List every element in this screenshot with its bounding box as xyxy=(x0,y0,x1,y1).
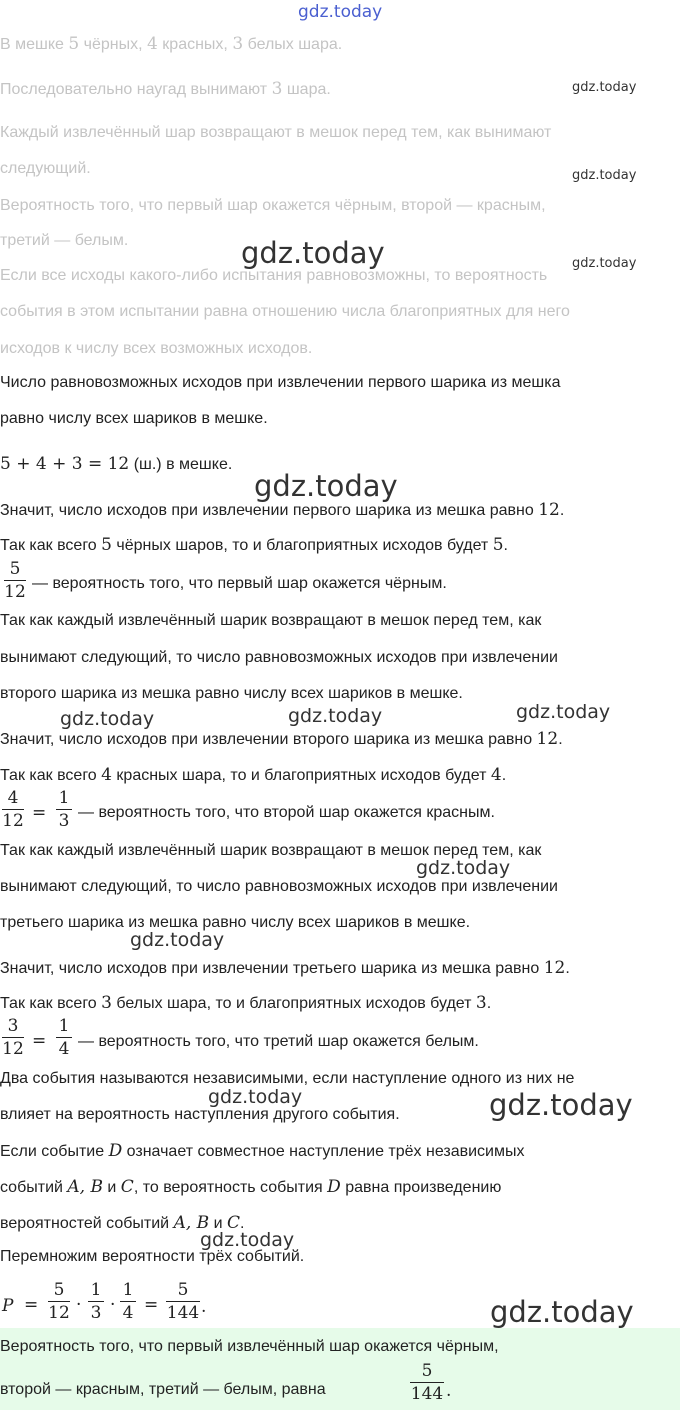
solution-line: Значит, число исходов при извлечении третьего шарика из мешка равно 12. xyxy=(0,958,570,978)
watermark: gdz.today xyxy=(572,80,637,95)
solution-line: Так как всего 5 чёрных шаров, то и благоприятных исходов будет 5. xyxy=(0,535,508,555)
solution-line: равно числу всех шариков в мешке. xyxy=(0,410,268,427)
condition-line: третий — белым. xyxy=(0,232,129,249)
condition-line: исходов к числу всех возможных исходов. xyxy=(0,340,313,357)
condition-line: следующий. xyxy=(0,160,91,177)
equals-sign: = xyxy=(24,1295,39,1315)
condition-line: Последовательно наугад вынимают 3 шара. xyxy=(0,79,331,99)
condition-line: В мешке 5 чёрных, 4 красных, 3 белых шара. xyxy=(0,34,343,54)
solution-line: — вероятность того, что третий шар окажется белым. xyxy=(78,1033,479,1050)
watermark: gdz.today xyxy=(208,1086,303,1108)
solution-line: вынимают следующий, то число равновозможных исходов при извлечении xyxy=(0,878,558,895)
solution-line: вынимают следующий, то число равновозможных исходов при извлечении xyxy=(0,649,558,666)
fraction: 5 144 xyxy=(166,1280,200,1323)
solution-line: Два события называются независимыми, если наступление одного из них не xyxy=(0,1070,575,1087)
answer-line: Вероятность того, что первый извлечённый шар окажется чёрным, xyxy=(0,1338,499,1355)
fraction: 5 12 xyxy=(48,1280,70,1323)
equals-sign: = xyxy=(32,803,47,823)
solution-line: Значит, число исходов при извлечении второго шарика из мешка равно 12. xyxy=(0,729,563,749)
solution-line: влияет на вероятность наступления другого события. xyxy=(0,1106,400,1123)
condition-line: Если все исходы какого-либо испытания равновозможны, то вероятность xyxy=(0,267,548,284)
solution-line: Перемножим вероятности трёх событий. xyxy=(0,1248,305,1265)
solution-line: — вероятность того, что первый шар окажется чёрным. xyxy=(32,575,447,592)
watermark: gdz.today xyxy=(516,701,611,723)
watermark: gdz.today xyxy=(241,236,385,270)
solution-line: Так как всего 4 красных шара, то и благоприятных исходов будет 4. xyxy=(0,765,507,785)
watermark: gdz.today xyxy=(572,256,637,271)
condition-line: события в этом испытании равна отношению числа благоприятных для него xyxy=(0,303,570,320)
solution-line: Число равновозможных исходов при извлечении первого шарика из мешка xyxy=(0,374,561,391)
watermark: gdz.today xyxy=(288,705,383,727)
fraction: 1 4 xyxy=(56,1017,72,1058)
period: . xyxy=(446,1381,452,1401)
fraction: 1 3 xyxy=(56,789,72,830)
watermark: gdz.today xyxy=(416,857,511,879)
watermark: gdz.today xyxy=(298,2,383,22)
answer-fraction: 5 144 xyxy=(410,1361,444,1404)
solution-line: Так как каждый извлечённый шарик возвращают в мешок перед тем, как xyxy=(0,842,542,859)
condition-line: Каждый извлечённый шар возвращают в мешок перед тем, как вынимают xyxy=(0,124,552,141)
formula-p: P xyxy=(2,1296,14,1316)
solution-line: Так как всего 3 белых шара, то и благоприятных исходов будет 3. xyxy=(0,993,492,1013)
period: . xyxy=(201,1297,207,1317)
watermark: gdz.today xyxy=(490,1295,634,1329)
fraction: 5 12 xyxy=(4,559,26,602)
watermark: gdz.today xyxy=(254,469,398,503)
watermark: gdz.today xyxy=(572,168,637,183)
fraction: 4 12 xyxy=(2,788,24,831)
watermark: gdz.today xyxy=(60,708,155,730)
solution-line: вероятностей событий A, B и C. xyxy=(0,1213,245,1233)
solution-line: Значит, число исходов при извлечении первого шарика из мешка равно 12. xyxy=(0,500,565,520)
fraction: 1 4 xyxy=(120,1281,136,1322)
fraction: 3 12 xyxy=(2,1016,24,1059)
solution-line: второго шарика из мешка равно числу всех шариков в мешке. xyxy=(0,685,463,702)
solution-line: Если событие D означает совместное наступление трёх независимых xyxy=(0,1141,525,1161)
sum-equation: 5 + 4 + 3 = 12 (ш.) в мешке. xyxy=(0,454,233,474)
solution-line: третьего шарика из мешка равно числу всех шариков в мешке. xyxy=(0,914,471,931)
equals-sign: = xyxy=(32,1031,47,1051)
condition-line: Вероятность того, что первый шар окажется чёрным, второй — красным, xyxy=(0,197,546,214)
equals-sign: = xyxy=(144,1295,159,1315)
dot-operator: · xyxy=(110,1295,116,1315)
dot-operator: · xyxy=(76,1295,82,1315)
solution-line: событий A, B и C, то вероятность события D равна произведению xyxy=(0,1177,502,1197)
fraction: 1 3 xyxy=(88,1281,104,1322)
solution-line: — вероятность того, что второй шар окажется красным. xyxy=(78,804,495,821)
watermark: gdz.today xyxy=(130,929,225,951)
answer-line: второй — красным, третий — белым, равна xyxy=(0,1381,326,1398)
watermark: gdz.today xyxy=(489,1088,633,1122)
solution-line: Так как каждый извлечённый шарик возвращают в мешок перед тем, как xyxy=(0,612,542,629)
watermark: gdz.today xyxy=(200,1229,295,1251)
